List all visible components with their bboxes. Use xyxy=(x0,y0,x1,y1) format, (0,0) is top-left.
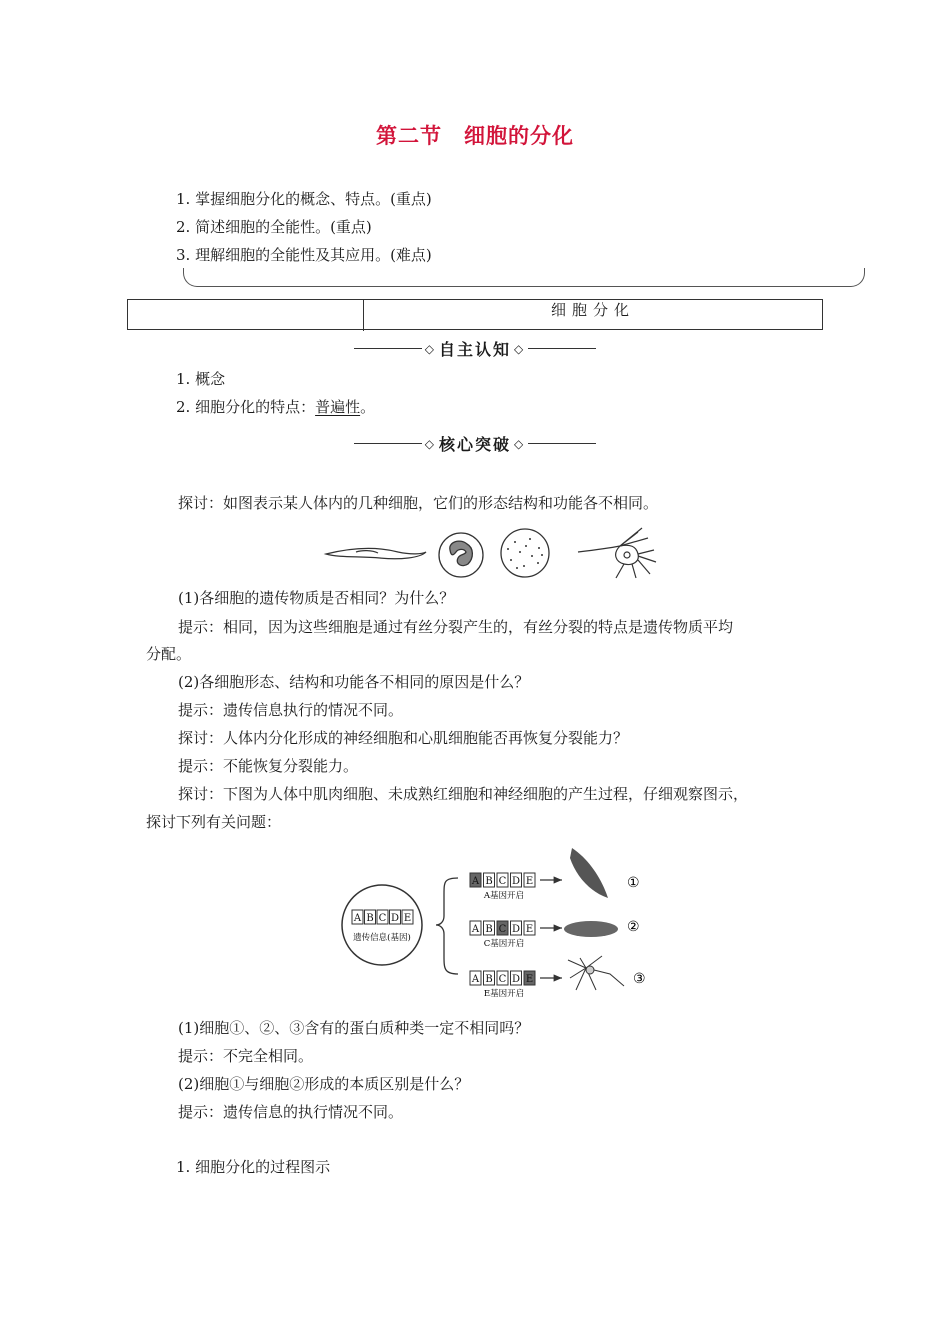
red-blood-cell-icon xyxy=(501,529,549,577)
row3-gene-b-label: B xyxy=(485,974,493,985)
row1-caption: A基因开启 xyxy=(483,891,525,901)
neuron-icon xyxy=(578,528,656,578)
answer-2: 提示：遗传信息执行的情况不同。 xyxy=(178,701,404,719)
question-1: (1)各细胞的遗传物质是否相同？为什么？ xyxy=(178,589,455,607)
row2-caption: C基因开启 xyxy=(483,939,525,949)
question-4-line-2: 探讨下列有关问题： xyxy=(146,813,282,831)
answer-5: 提示：不完全相同。 xyxy=(178,1047,314,1065)
row3-gene-d-label: D xyxy=(511,974,521,985)
cell-label-3: ③ xyxy=(633,971,646,987)
row1-gene-d-label: D xyxy=(511,876,521,887)
circle-gene-e-label: E xyxy=(403,913,412,924)
row3-gene-c-label: C xyxy=(498,974,507,985)
muscle-cell-icon xyxy=(326,548,426,558)
row3-gene-e-label: E xyxy=(525,974,534,985)
feature-item: 2. 细胞分化的特点：普遍性。 xyxy=(176,398,376,416)
summary-item: 1. 细胞分化的过程图示 xyxy=(176,1158,331,1176)
answer-1-line-1: 提示：相同，因为这些细胞是通过有丝分裂产生的，有丝分裂的特点是遗传物质平均 xyxy=(178,618,734,636)
circle-gene-c-label: C xyxy=(378,913,387,924)
branch-brace xyxy=(436,878,458,974)
objective-1: 1. 掌握细胞分化的概念、特点。(重点) xyxy=(176,190,432,208)
section-heading-self-study: ◇ 自主认知 ◇ xyxy=(0,337,950,360)
row2-gene-e-label: E xyxy=(525,924,534,935)
question-4-line-1: 探讨：下图为人体中肌肉细胞、未成熟红细胞和神经细胞的产生过程，仔细观察图示， xyxy=(178,785,749,803)
row2-gene-d-label: D xyxy=(511,924,521,935)
row3-gene-a-label: A xyxy=(471,974,480,985)
section-heading-core: ◇ 核心突破 ◇ xyxy=(0,432,950,455)
concept-item: 1. 概念 xyxy=(176,370,226,388)
feature-answer: 普遍性 xyxy=(315,398,361,416)
circle-gene-boxes xyxy=(352,910,413,924)
answer-3: 提示：不能恢复分裂能力。 xyxy=(178,757,359,775)
circle-caption: 遗传信息(基因) xyxy=(353,933,411,943)
gene-rows xyxy=(470,873,562,999)
row2-gene-b-label: B xyxy=(485,924,493,935)
muscle-cell-shape xyxy=(570,848,608,898)
question-6: (2)细胞①与细胞②形成的本质区别是什么？ xyxy=(178,1075,470,1093)
question-5: (1)细胞①、②、③含有的蛋白质种类一定不相同吗？ xyxy=(178,1019,530,1037)
row3-caption: E基因开启 xyxy=(483,989,525,999)
cell-label-2: ② xyxy=(627,919,640,935)
cell-label-1: ① xyxy=(627,875,640,891)
cell-types-figure xyxy=(320,522,665,584)
gene-expression-diagram xyxy=(340,840,650,1010)
circle-gene-d-label: D xyxy=(390,913,400,924)
answer-1-line-2: 分配。 xyxy=(146,645,192,663)
answer-6: 提示：遗传信息的执行情况不同。 xyxy=(178,1103,404,1121)
white-blood-cell-icon xyxy=(439,533,483,577)
objective-2: 2. 简述细胞的全能性。(重点) xyxy=(176,218,372,236)
objectives-brace xyxy=(183,268,865,287)
circle-gene-a-label: A xyxy=(353,913,362,924)
row1-gene-c-label: C xyxy=(498,876,507,887)
objective-3: 3. 理解细胞的全能性及其应用。(难点) xyxy=(176,246,432,264)
row1-gene-a-label: A xyxy=(471,876,480,887)
genome-circle xyxy=(342,885,422,965)
row2-gene-c-label: C xyxy=(498,924,507,935)
section-table-header xyxy=(127,299,823,330)
row1-gene-e-label: E xyxy=(525,876,534,887)
red-blood-cell-shape xyxy=(564,921,618,937)
question-3: 探讨：人体内分化形成的神经细胞和心肌细胞能否再恢复分裂能力？ xyxy=(178,729,629,747)
circle-gene-b-label: B xyxy=(366,913,374,924)
page-title: 第二节 细胞的分化 xyxy=(376,124,574,148)
table-header-label: 细胞分化 xyxy=(550,301,635,319)
question-2: (2)各细胞形态、结构和功能各不相同的原因是什么？ xyxy=(178,673,530,691)
neuron-shape xyxy=(568,956,624,990)
discussion-intro: 探讨：如图表示某人体内的几种细胞，它们的形态结构和功能各不相同。 xyxy=(178,494,659,512)
row1-gene-b-label: B xyxy=(485,876,493,887)
cell-labels xyxy=(627,875,646,987)
row2-gene-a-label: A xyxy=(471,924,480,935)
